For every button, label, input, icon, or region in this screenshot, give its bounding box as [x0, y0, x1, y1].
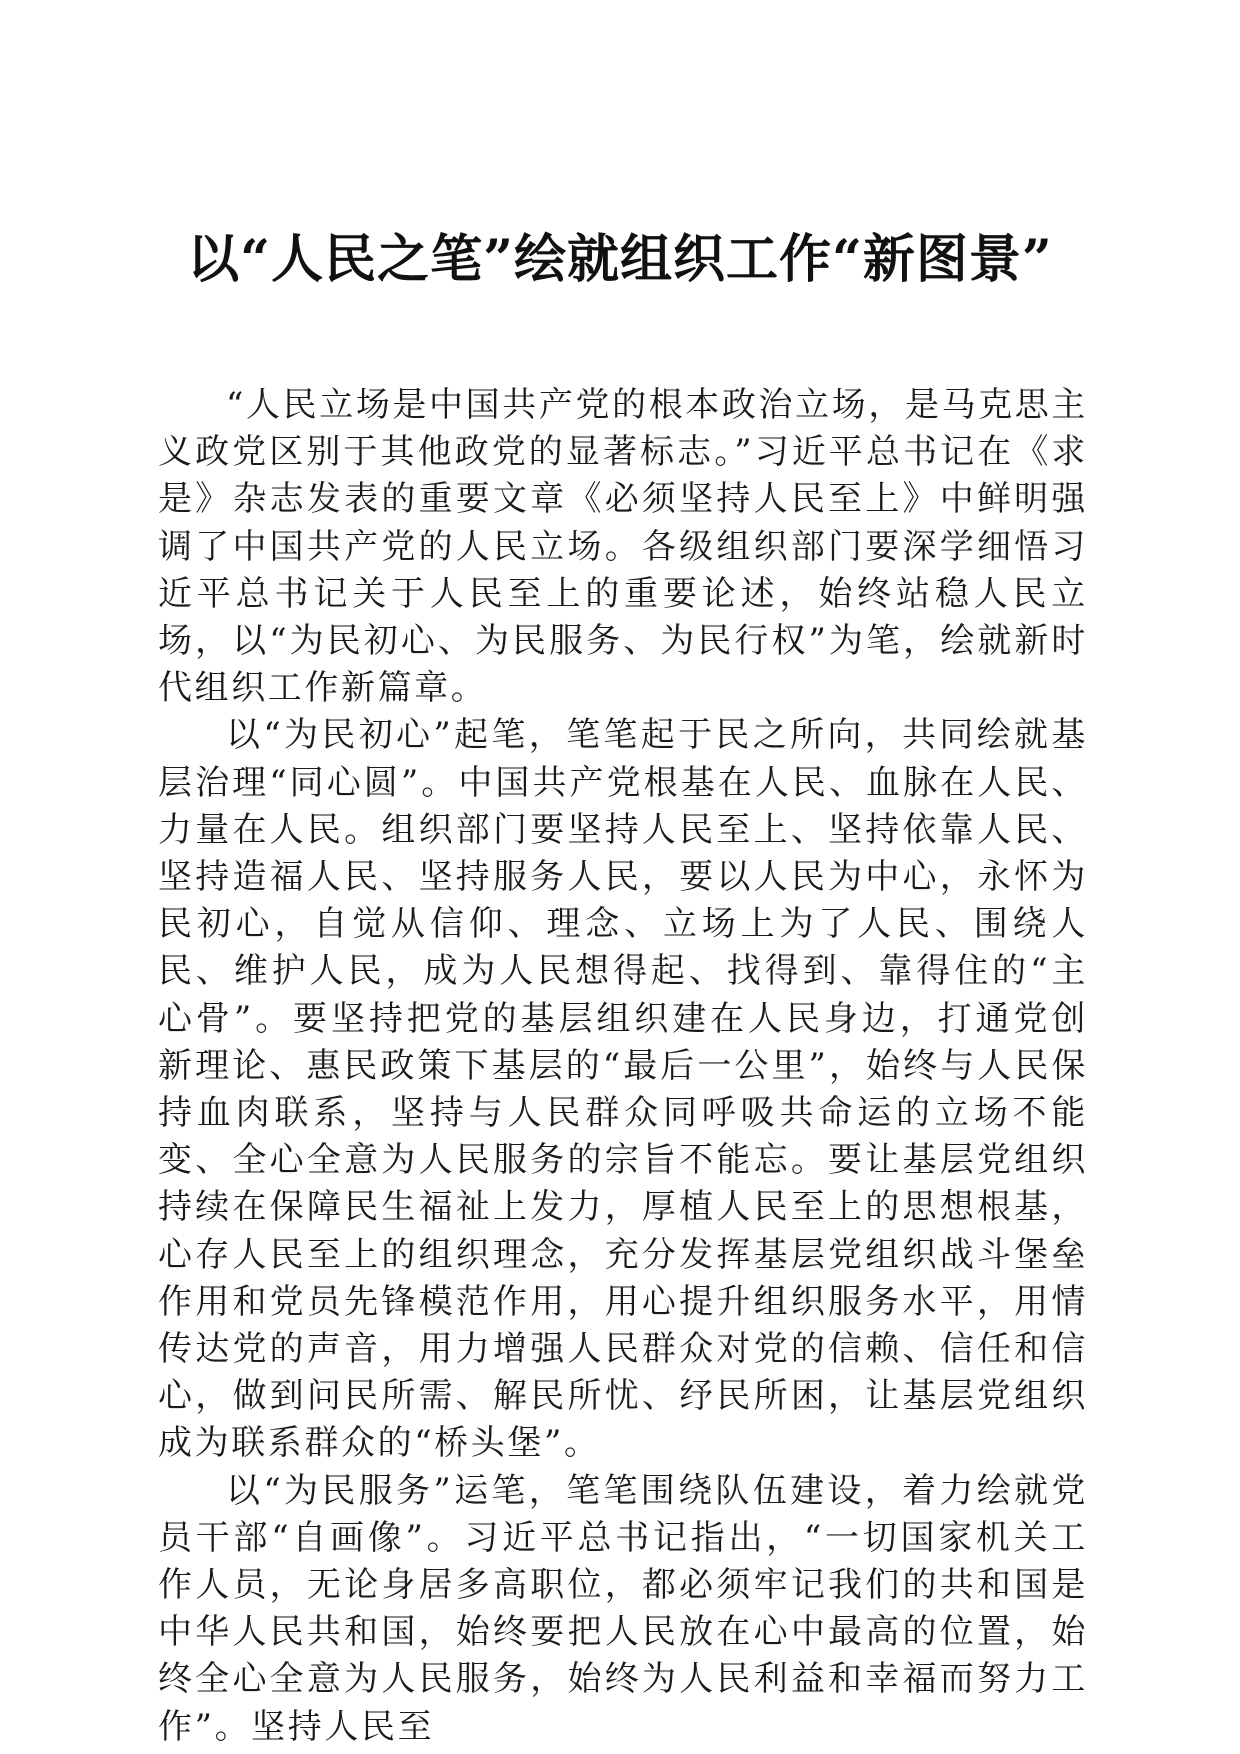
- paragraph-2: 以“为民初心”起笔，笔笔起于民之所向，共同绘就基层治理“同心圆”。中国共产党根基在人民、血脉在人民、力量在人民。组织部门要坚持人民至上、坚持依靠人民、坚持造福人民、坚持服务人民，要以人民为中心，永怀为民初心，自觉从信仰、理念、立场上为了人民、围绕人民、维护人民，成为人民想得起、找得到、靠得住的“主心骨”。要坚持把党的基层组织建在人民身边，打通党创新理论、惠民政策下基层的“最后一公里”，始终与人民保持血肉联系，坚持与人民群众同呼吸共命运的立场不能变、全心全意为人民服务的宗旨不能忘。要让基层党组织持续在保障民生福祉上发力，厚植人民至上的思想根基，心存人民至上的组织理念，充分发挥基层党组织战斗堡垒作用和党员先锋模范作用，用心提升组织服务水平，用情传达党的声音，用力增强人民群众对党的信赖、信任和信心，做到问民所需、解民所忧、纾民所困，让基层党组织成为联系群众的“桥头堡”。: [158, 715, 1088, 1464]
- document-body: [158, 382, 1088, 1751]
- document-title: 以“人民之笔”绘就组织工作“新图景”: [187, 229, 1053, 290]
- paragraph-1: “人民立场是中国共产党的根本政治立场，是马克思主义政党区别于其他政党的显著标志。”习近平总书记在《求是》杂志发表的重要文章《必须坚持人民至上》中鲜明强调了中国共产党的人民立场。各级组织部门要深学细悟习近平总书记关于人民至上的重要论述，始终站稳人民立场，以“为民初心、为民服务、为民行权”为笔，绘就新时代组织工作新篇章。: [158, 385, 1088, 709]
- paragraph-3: 以“为民服务”运笔，笔笔围绕队伍建设，着力绘就党员干部“自画像”。习近平总书记指出，“一切国家机关工作人员，无论身居多高职位，都必须牢记我们的共和国是中华人民共和国，始终要把人民放在心中最高的位置，始终全心全意为人民服务，始终为人民利益和幸福而努力工作”。坚持人民至: [158, 1470, 1088, 1747]
